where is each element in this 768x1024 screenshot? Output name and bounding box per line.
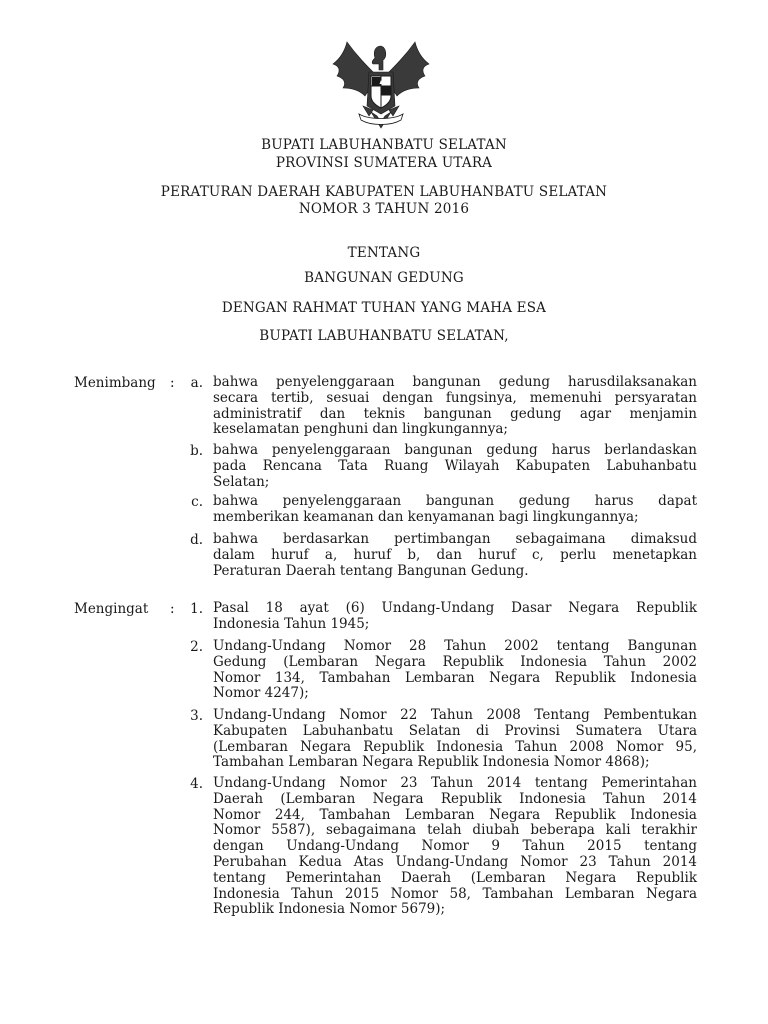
list-marker: d. — [190, 532, 203, 548]
mengingat-item-2 — [213, 639, 697, 702]
regulation-number: NOMOR 3 TAHUN 2016 — [298, 201, 470, 217]
preamble-line: DENGAN RAHMAT TUHAN YANG MAHA ESA — [221, 300, 547, 316]
menimbang-item-c — [213, 494, 697, 526]
tentang-heading: TENTANG — [347, 245, 421, 261]
text-line: bahwa berdasarkan pertimbangan sebagaimana dimaksud — [213, 531, 697, 547]
text-line: Perubahan Kedua Atas Undang-Undang Nomor 23 Tahun 2014 — [213, 853, 697, 870]
list-marker: c. — [191, 494, 203, 510]
text-line: Pasal 18 ayat (6) Undang-Undang Dasar Negara Republik — [213, 600, 697, 616]
list-marker: 3. — [190, 708, 203, 724]
text-line: dalam huruf a, huruf b, dan huruf c, perlu menetapkan — [213, 546, 697, 563]
text-line: Undang-Undang Nomor 22 Tahun 2008 Tentang Pembentukan — [213, 707, 697, 723]
issuer-title: BUPATI LABUHANBATU SELATAN — [261, 137, 507, 153]
mengingat-colon: : — [170, 601, 175, 617]
list-marker: 4. — [190, 776, 203, 792]
text-line: Daerah (Lembaran Negara Republik Indonesia Tahun 2014 — [213, 790, 697, 807]
text-line: (Lembaran Negara Republik Indonesia Tahun 2008 Nomor 95, — [213, 738, 697, 755]
text-line: Gedung (Lembaran Negara Republik Indonesia Tahun 2002 — [213, 653, 697, 670]
text-line: Republik Indonesia Nomor 5679); — [213, 901, 446, 918]
list-marker: 2. — [190, 639, 203, 655]
subject-title: BANGUNAN GEDUNG — [304, 270, 464, 286]
enacting-authority: BUPATI LABUHANBATU SELATAN, — [259, 328, 509, 344]
mengingat-item-3 — [213, 708, 697, 771]
text-line: Kabupaten Labuhanbatu Selatan di Provinsi Sumatera Utara — [213, 722, 697, 739]
text-line: Indonesia Tahun 1945; — [213, 615, 370, 632]
menimbang-item-b — [213, 443, 697, 490]
text-line: bahwa penyelenggaraan bangunan gedung harus berlandaskan — [213, 442, 697, 458]
text-line: bahwa penyelenggaraan bangunan gedung harusdilaksanakan — [213, 374, 697, 390]
text-line: keselamatan penghuni dan lingkungannya; — [213, 421, 508, 438]
text-line: Tambahan Lembaran Negara Republik Indonesia Nomor 4868); — [213, 754, 650, 771]
mengingat-item-1 — [213, 601, 697, 633]
text-line: tentang Pemerintahan Daerah (Lembaran Negara Republik — [213, 869, 697, 886]
list-marker: a. — [190, 375, 203, 391]
text-line: pada Rencana Tata Ruang Wilayah Kabupaten Labuhanbatu — [213, 457, 697, 474]
menimbang-item-a — [213, 375, 697, 438]
province-title: PROVINSI SUMATERA UTARA — [275, 155, 493, 171]
text-line: Peraturan Daerah tentang Bangunan Gedung. — [213, 562, 529, 579]
text-line: Nomor 134, Tambahan Lembaran Negara Republik Indonesia — [213, 669, 697, 686]
text-line: administratif dan teknis bangunan gedung agar menjamin — [213, 405, 697, 422]
text-line: Undang-Undang Nomor 23 Tahun 2014 tentang Pemerintahan — [213, 775, 697, 791]
text-line: Undang-Undang Nomor 28 Tahun 2002 tentang Bangunan — [213, 638, 697, 654]
text-line: Nomor 244, Tambahan Lembaran Negara Republik Indonesia — [213, 806, 697, 823]
text-line: Nomor 4247); — [213, 685, 309, 702]
mengingat-label: Mengingat — [74, 601, 149, 617]
menimbang-colon: : — [170, 375, 175, 391]
text-line: bahwa penyelenggaraan bangunan gedung harus dapat — [213, 493, 697, 509]
list-marker: 1. — [190, 601, 203, 617]
mengingat-item-4 — [213, 776, 697, 918]
text-line: Selatan; — [213, 473, 270, 490]
garuda-emblem-icon — [329, 36, 433, 132]
text-line: Nomor 5587), sebagaimana telah diubah beberapa kali terakhir — [213, 822, 697, 839]
text-line: dengan Undang-Undang Nomor 9 Tahun 2015 tentang — [213, 838, 697, 855]
menimbang-item-d — [213, 532, 697, 579]
regulation-title: PERATURAN DAERAH KABUPATEN LABUHANBATU SELATAN — [160, 184, 608, 200]
text-line: memberikan keamanan dan kenyamanan bagi lingkungannya; — [213, 508, 639, 525]
text-line: secara tertib, sesuai dengan fungsinya, memenuhi persyaratan — [213, 389, 697, 406]
text-line: Indonesia Tahun 2015 Nomor 58, Tambahan Lembaran Negara — [213, 885, 697, 902]
list-marker: b. — [190, 443, 203, 459]
menimbang-label: Menimbang — [74, 375, 156, 391]
